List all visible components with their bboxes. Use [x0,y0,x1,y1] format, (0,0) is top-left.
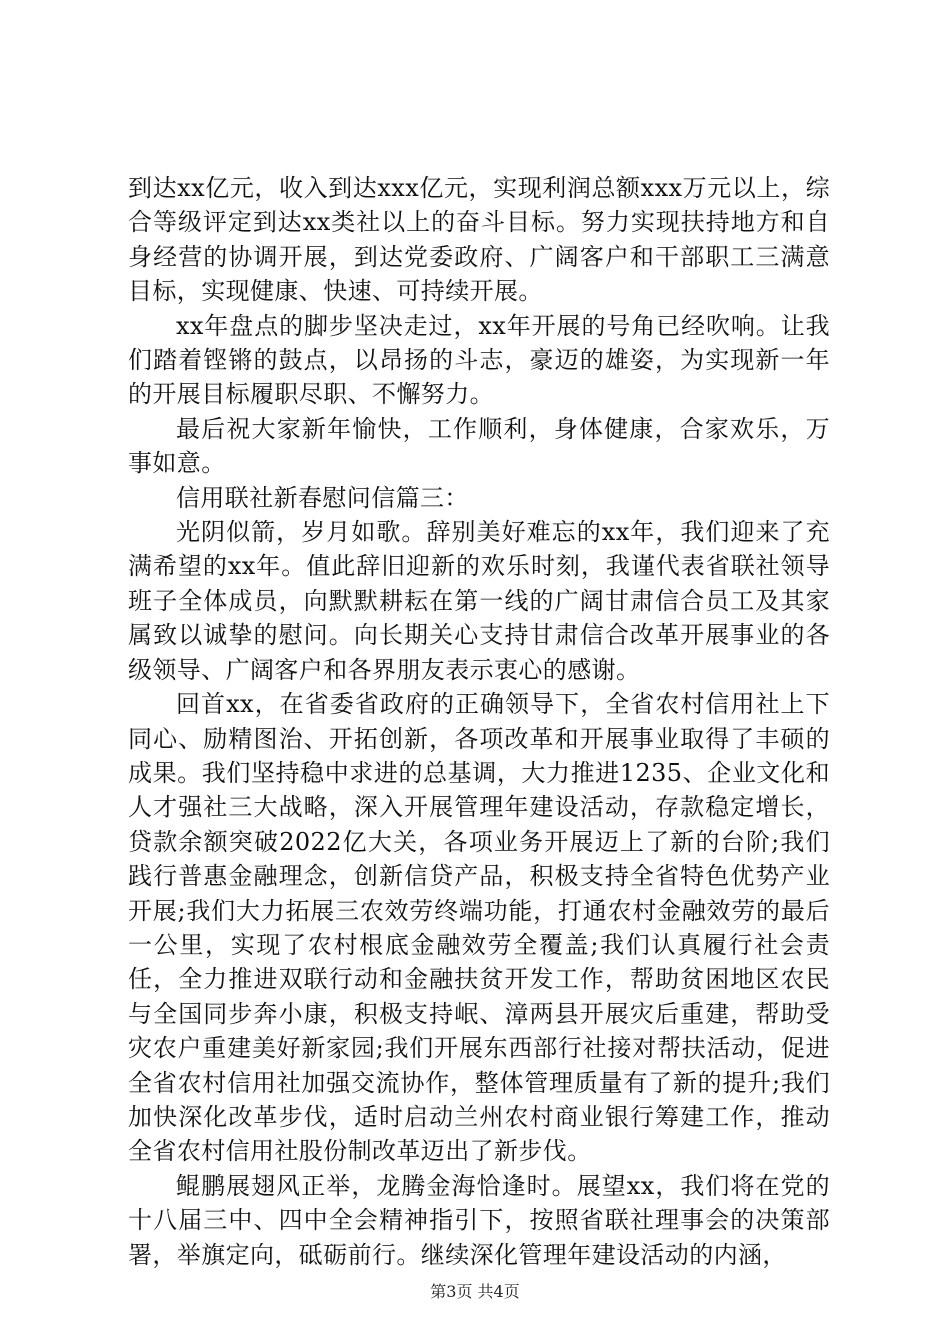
paragraph-review: 回首xx，在省委省政府的正确领导下，全省农村信用社上下同心、励精图治、开拓创新，各项改革和开展事业取得了丰硕的成果。我们坚持稳中求进的总基调，大力推进1235、企业文化和人才强社三大战略，深入开展管理年建设活动，存款稳定增长，贷款余额突破2022亿大关，各项业务开展迈上了新的台阶;我们践行普惠金融理念，创新信贷产品，积极支持全省特色优势产业开展;我们大力拓展三农效劳终端功能，打通农村金融效劳的最后一公里，实现了农村根底金融效劳全覆盖;我们认真履行社会责任，全力推进双联行动和金融扶贫开发工作，帮助贫困地区农民与全国同步奔小康，积极支持岷、漳两县开展灾后重建，帮助受灾农户重建美好新家园;我们开展东西部行社接对帮扶活动，促进全省农村信用社加强交流协作，整体管理质量有了新的提升;我们加快深化改革步伐，适时启动兰州农村商业银行筹建工作，推动全省农村信用社股份制改革迈出了新步伐。 [128,690,830,1166]
paragraph-outlook: 鲲鹏展翅风正举，龙腾金海恰逢时。展望xx，我们将在党的十八届三中、四中全会精神指引下，按照省联社理事会的决策部署，举旗定向，砥砺前行。继续深化管理年建设活动的内涵， [128,1171,830,1269]
section-heading: 信用联社新春慰问信篇三： [176,483,469,512]
paragraph-greeting: 光阴似箭，岁月如歌。辞别美好难忘的xx年，我们迎来了充满希望的xx年。值此辞旧迎新的欢乐时刻，我谨代表省联社领导班子全体成员，向默默耕耘在第一线的广阔甘肃信合员工及其家属致以诚挚的慰问。向长期关心支持甘肃信合改革开展事业的各级领导、广阔客户和各界朋友表示衷心的感谢。 [128,518,830,684]
paragraph-wishes: 最后祝大家新年愉快，工作顺利，身体健康，合家欢乐，万事如意。 [128,414,830,478]
paragraph-continuation: 到达xx亿元，收入到达xxx亿元，实现利润总额xxx万元以上，综合等级评定到达xx类社以上的奋斗目标。努力实现扶持地方和自身经营的协调开展，到达党委政府、广阔客户和干部职工三满意目标，实现健康、快速、可持续开展。 [128,174,830,306]
page-number-footer: 第3页 共4页 [430,1282,520,1301]
document-body [128,171,830,1272]
paragraph-closing-outlook: xx年盘点的脚步坚决走过，xx年开展的号角已经吹响。让我们踏着铿锵的鼓点，以昂扬的斗志，豪迈的雄姿，为实现新一年的开展目标履职尽职、不懈努力。 [128,311,830,409]
